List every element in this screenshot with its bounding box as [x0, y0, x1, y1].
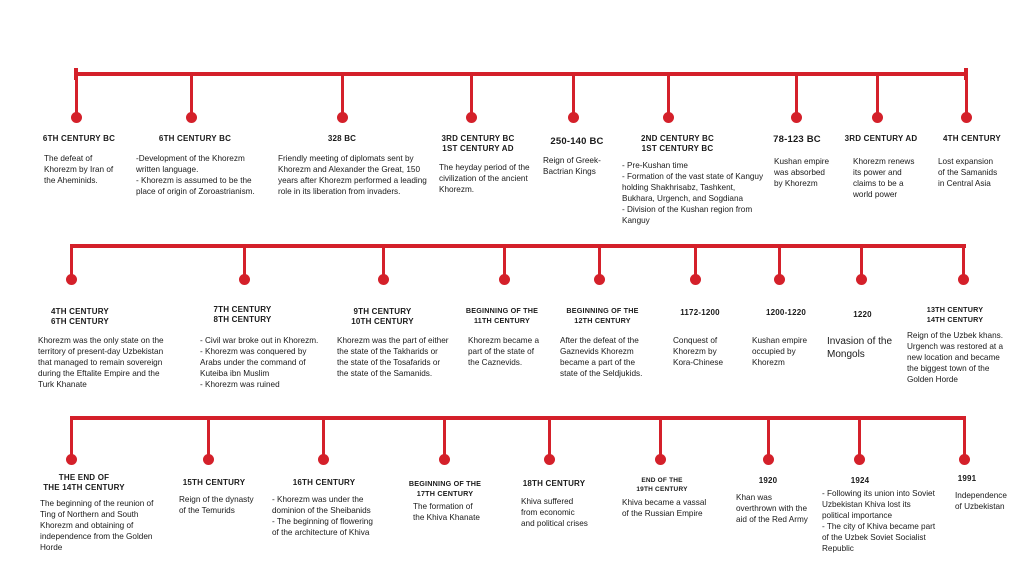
event-period: BEGINNING OF THE 11TH CENTURY: [465, 306, 539, 325]
event-marker: [186, 112, 197, 123]
event-connector: [207, 418, 210, 456]
event-period: 250-140 BC: [550, 136, 604, 147]
event-description: Conquest of Khorezm by Kora-Chinese: [673, 336, 724, 367]
event-connector: [860, 246, 863, 276]
event-period: 6TH CENTURY BC: [158, 134, 232, 143]
event-connector: [341, 74, 344, 114]
event-description: - Pre-Kushan time - Formation of the vast state of Kanguy holding Shakhrisabz, Tashkent, Bukhara, Urgench, and Sogdiana - Division of the Kushan region from Kanguy: [622, 161, 764, 225]
event-marker: [663, 112, 674, 123]
event-marker: [66, 454, 77, 465]
event-description: Friendly meeting of diplomats sent by Khorezm and Alexander the Great, 150 years after Khorezm performed a leading role in its liberation from invaders.: [278, 154, 427, 196]
event-period: 78-123 BC: [773, 134, 821, 145]
event-marker: [655, 454, 666, 465]
event-description: -Development of the Khorezm written language. - Khorezm is assumed to be the place of origin of Zoroastrianism.: [136, 154, 255, 196]
event-period: 2ND CENTURY BC 1ST CENTURY BC: [640, 134, 715, 153]
event-period: 18TH CENTURY: [522, 479, 586, 488]
event-marker: [337, 112, 348, 123]
event-period: 13TH CENTURY 14TH CENTURY: [926, 305, 984, 324]
event-marker: [203, 454, 214, 465]
event-description: The heyday period of the civilization of the ancient Khorezm.: [439, 163, 530, 194]
event-description: After the defeat of the Gaznevids Khorezm became a part of the state of the Seldjukids.: [560, 336, 643, 378]
event-marker: [961, 112, 972, 123]
event-marker: [774, 274, 785, 285]
event-marker: [544, 454, 555, 465]
event-marker: [378, 274, 389, 285]
event-connector: [70, 246, 73, 276]
event-connector: [572, 74, 575, 114]
event-marker: [239, 274, 250, 285]
event-period: END OF THE 19TH CENTURY: [636, 477, 688, 493]
event-marker: [318, 454, 329, 465]
event-marker: [854, 454, 865, 465]
event-marker: [594, 274, 605, 285]
event-connector: [876, 74, 879, 114]
event-connector: [443, 418, 446, 456]
event-period: 1220: [853, 310, 872, 319]
event-connector: [322, 418, 325, 456]
event-connector: [548, 418, 551, 456]
event-connector: [382, 246, 385, 276]
event-marker: [466, 112, 477, 123]
event-description: The formation of the Khiva Khanate: [413, 502, 480, 522]
event-marker: [856, 274, 867, 285]
event-marker: [66, 274, 77, 285]
event-connector: [795, 74, 798, 114]
event-connector: [767, 418, 770, 456]
event-period: 16TH CENTURY: [292, 478, 356, 487]
event-connector: [470, 74, 473, 114]
timeline-axis-row-1: [76, 72, 967, 76]
event-marker: [71, 112, 82, 123]
event-connector: [963, 418, 966, 456]
event-connector: [667, 74, 670, 114]
event-period: 4TH CENTURY: [943, 134, 1001, 143]
event-description: Lost expansion of the Samanids in Central Asia: [938, 157, 998, 188]
event-description: - Khorezm was under the dominion of the Sheibanids - The beginning of flowering of the architecture of Khiva: [272, 495, 373, 537]
event-connector: [70, 418, 73, 456]
event-description: Kushan empire was absorbed by Khorezm: [774, 157, 830, 188]
event-connector: [694, 246, 697, 276]
event-period: BEGINNING OF THE 17TH CENTURY: [408, 479, 482, 498]
event-description: Invasion of the Mongols: [827, 336, 893, 360]
event-period: 3RD CENTURY BC 1ST CENTURY AD: [441, 134, 515, 153]
event-connector: [503, 246, 506, 276]
event-period: 1924: [850, 476, 870, 485]
event-period: 15TH CENTURY: [182, 478, 246, 487]
event-connector: [659, 418, 662, 456]
event-description: Kushan empire occupied by Khorezm: [752, 336, 808, 367]
event-marker: [791, 112, 802, 123]
event-marker: [439, 454, 450, 465]
event-period: 1172-1200: [680, 308, 720, 317]
event-connector: [965, 74, 968, 114]
event-period: BEGINNING OF THE 12TH CENTURY: [566, 306, 639, 325]
event-connector: [858, 418, 861, 456]
event-description: Khan was overthrown with the aid of the Red Army: [736, 493, 808, 524]
event-period: 6TH CENTURY BC: [42, 134, 116, 143]
event-description: Khorezm was the part of either the state of the Takharids or the state of the Tosafarids or the state of the Samanids.: [337, 336, 449, 378]
event-description: The beginning of the reunion of Ting of Northern and South Khorezm and obtaining of independence from the Golden Horde: [40, 499, 154, 552]
event-marker: [763, 454, 774, 465]
event-period: 1200-1220: [765, 308, 807, 317]
event-description: Khorezm became a part of the state of the Caznevids.: [468, 336, 539, 367]
event-period: 1991: [957, 474, 977, 483]
event-period: 3RD CENTURY AD: [844, 134, 918, 143]
event-marker: [499, 274, 510, 285]
event-description: - Civil war broke out in Khorezm. - Khorezm was conquered by Arabs under the command of Kuteiba ibn Muslim - Khorezm was ruined: [200, 336, 319, 389]
event-description: Reign of the Uzbek khans. Urgench was restored at a new location and became the biggest town of the Golden Horde: [907, 331, 1004, 384]
event-description: Independence of Uzbekistan: [955, 491, 1007, 511]
event-connector: [962, 246, 965, 276]
event-description: Reign of the dynasty of the Temurids: [179, 495, 254, 515]
event-description: The defeat of Khorezm by Iran of the Aheminids.: [44, 154, 114, 185]
event-connector: [75, 74, 78, 114]
event-description: Khorezm renews its power and claims to be a world power: [853, 157, 915, 199]
event-description: Khiva suffered from economic and political crises: [521, 497, 588, 528]
timeline-axis-row-3: [70, 416, 966, 420]
event-period: 4TH CENTURY 6TH CENTURY: [51, 307, 109, 326]
timeline-axis-row-2: [70, 244, 966, 248]
event-marker: [690, 274, 701, 285]
event-connector: [243, 246, 246, 276]
event-description: Reign of Greek- Bactrian Kings: [543, 156, 601, 176]
event-period: THE END OF THE 14TH CENTURY: [43, 473, 125, 492]
event-description: Khorezm was the only state on the territory of present-day Uzbekistan that managed to remain sovereign during the Eftalite Empire and the Turk Khanate: [38, 336, 164, 389]
event-description: - Following its union into Soviet Uzbekistan Khiva lost its political importance - The city of Khiva became part of the Uzbek Soviet Socialist Republic: [822, 489, 936, 553]
event-marker: [568, 112, 579, 123]
event-marker: [872, 112, 883, 123]
event-period: 328 BC: [327, 134, 357, 143]
event-marker: [959, 454, 970, 465]
event-marker: [958, 274, 969, 285]
event-period: 1920: [758, 476, 778, 485]
event-connector: [190, 74, 193, 114]
event-connector: [778, 246, 781, 276]
event-description: Khiva became a vassal of the Russian Empire: [622, 498, 707, 518]
event-connector: [598, 246, 601, 276]
event-period: 9TH CENTURY 10TH CENTURY: [351, 307, 414, 326]
event-period: 7TH CENTURY 8TH CENTURY: [213, 305, 272, 324]
